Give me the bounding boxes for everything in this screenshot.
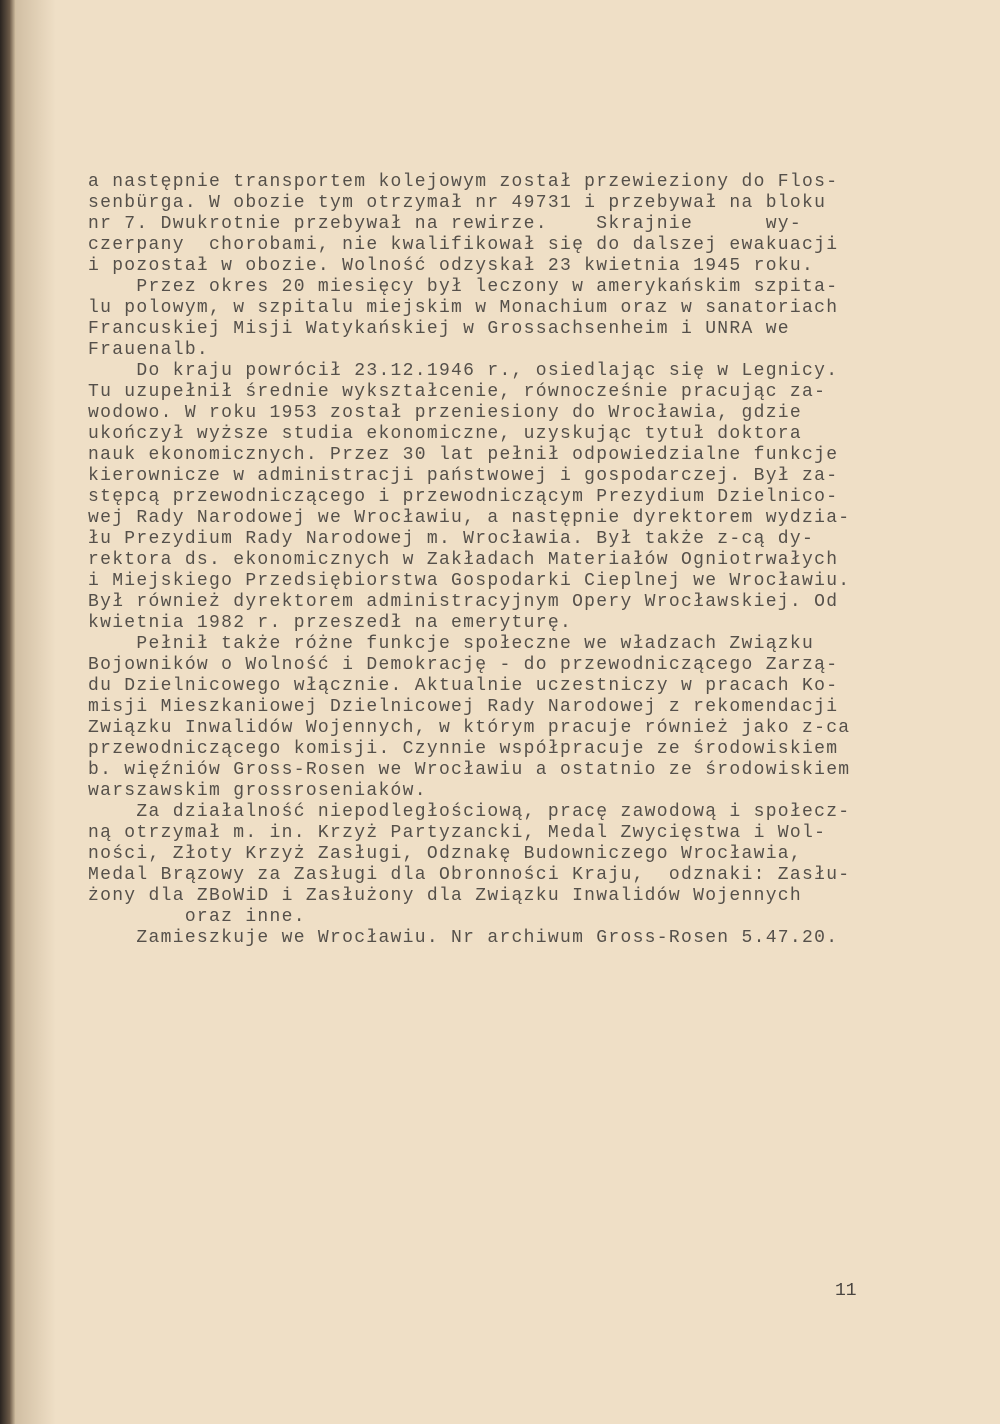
page-number: 11 xyxy=(835,1281,857,1301)
text-line: stępcą przewodniczącego i przewodniczącym Prezydium Dzielnico- xyxy=(88,487,839,507)
book-spine-edge xyxy=(0,0,16,1424)
text-line: Frauenalb. xyxy=(88,340,210,360)
text-line: żony dla ZBoWiD i Zasłużony dla Związku Inwalidów Wojennych xyxy=(88,886,803,906)
text-line: i Miejskiego Przedsiębiorstwa Gospodarki Cieplnej we Wrocławiu. xyxy=(88,571,851,591)
text-line: nr 7. Dwukrotnie przebywał na rewirze. Skrajnie wy- xyxy=(88,214,803,234)
text-line: b. więźniów Gross-Rosen we Wrocławiu a ostatnio ze środowiskiem xyxy=(88,760,851,780)
text-line: ności, Złoty Krzyż Zasługi, Odznakę Budowniczego Wrocławia, xyxy=(88,844,803,864)
text-line: i pozostał w obozie. Wolność odzyskał 23 kwietnia 1945 roku. xyxy=(88,256,815,276)
text-line: kierownicze w administracji państwowej i gospodarczej. Był za- xyxy=(88,466,839,486)
text-line: łu Prezydium Rady Narodowej m. Wrocławia. Był także z-cą dy- xyxy=(88,529,815,549)
text-line: czerpany chorobami, nie kwalifikował się do dalszej ewakuacji xyxy=(88,235,839,255)
text-line: Zamieszkuje we Wrocławiu. Nr archiwum Gross-Rosen 5.47.20. xyxy=(88,928,839,948)
text-line: Francuskiej Misji Watykańskiej w Grossachsenheim i UNRA we xyxy=(88,319,790,339)
text-line: Medal Brązowy za Zasługi dla Obronności Kraju, odznaki: Zasłu- xyxy=(88,865,851,885)
text-line: nauk ekonomicznych. Przez 30 lat pełnił odpowiedzialne funkcje xyxy=(88,445,839,465)
text-line: Był również dyrektorem administracyjnym Opery Wrocławskiej. Od xyxy=(88,592,839,612)
text-line: ukończył wyższe studia ekonomiczne, uzyskując tytuł doktora xyxy=(88,424,803,444)
document-body-text xyxy=(88,172,888,949)
text-line: senbürga. W obozie tym otrzymał nr 49731 i przebywał na bloku xyxy=(88,193,827,213)
text-line: Do kraju powrócił 23.12.1946 r., osiedlając się w Legnicy. xyxy=(88,361,839,381)
text-line: rektora ds. ekonomicznych w Zakładach Materiałów Ogniotrwałych xyxy=(88,550,839,570)
text-line: wej Rady Narodowej we Wrocławiu, a następnie dyrektorem wydzia- xyxy=(88,508,851,528)
text-line: du Dzielnicowego włącznie. Aktualnie uczestniczy w pracach Ko- xyxy=(88,676,839,696)
text-line: Związku Inwalidów Wojennych, w którym pracuje również jako z-ca xyxy=(88,718,851,738)
page-gutter-shadow xyxy=(16,0,56,1424)
text-line: Przez okres 20 miesięcy był leczony w amerykańskim szpita- xyxy=(88,277,839,297)
text-line: Bojowników o Wolność i Demokrację - do przewodniczącego Zarzą- xyxy=(88,655,839,675)
text-line: misji Mieszkaniowej Dzielnicowej Rady Narodowej z rekomendacji xyxy=(88,697,839,717)
text-line: ną otrzymał m. in. Krzyż Partyzancki, Medal Zwycięstwa i Wol- xyxy=(88,823,827,843)
text-line: oraz inne. xyxy=(88,907,306,927)
text-line: kwietnia 1982 r. przeszedł na emeryturę. xyxy=(88,613,573,633)
text-line: Tu uzupełnił średnie wykształcenie, równocześnie pracując za- xyxy=(88,382,827,402)
text-line: wodowo. W roku 1953 został przeniesiony do Wrocławia, gdzie xyxy=(88,403,803,423)
text-line: Pełnił także różne funkcje społeczne we władzach Związku xyxy=(88,634,815,654)
text-line: a następnie transportem kolejowym został przewieziony do Flos- xyxy=(88,172,839,192)
text-line: lu polowym, w szpitalu miejskim w Monachium oraz w sanatoriach xyxy=(88,298,839,318)
text-line: przewodniczącego komisji. Czynnie współpracuje ze środowiskiem xyxy=(88,739,839,759)
text-line: Za działalność niepodległościową, pracę zawodową i społecz- xyxy=(88,802,851,822)
text-line: warszawskim grossroseniaków. xyxy=(88,781,427,801)
